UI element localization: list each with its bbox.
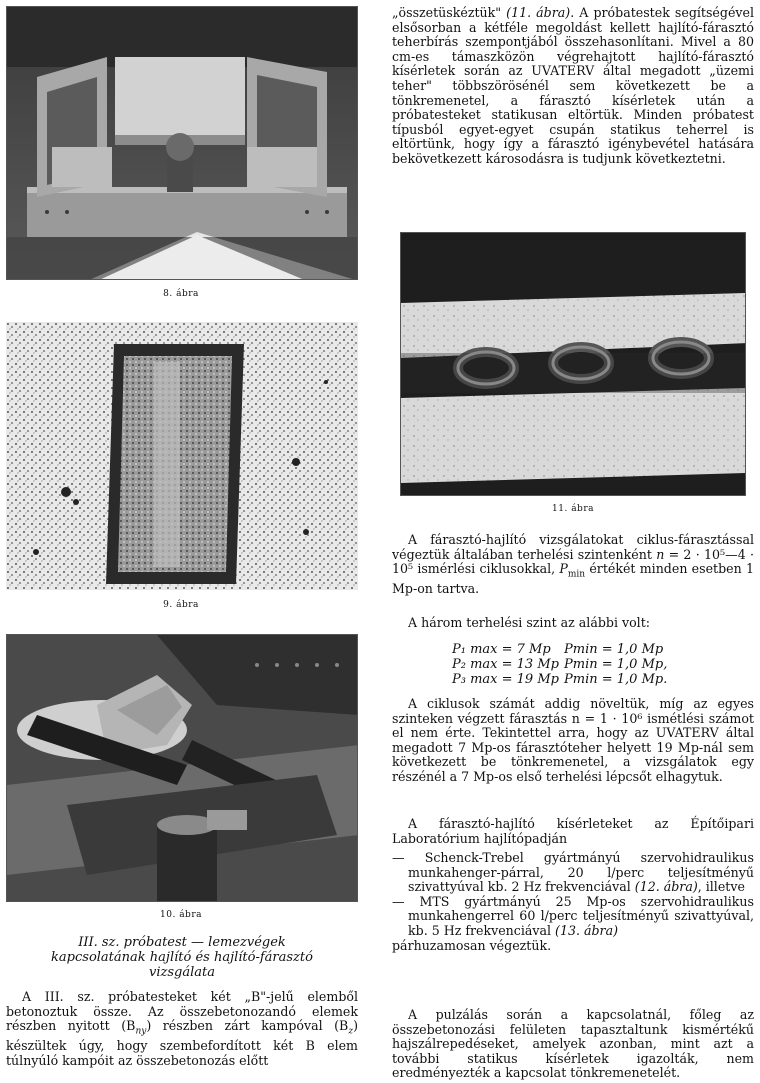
- equipment-item-1: [392, 851, 754, 895]
- figure-11-photo: [400, 232, 746, 496]
- section-heading-line1: III. sz. próbatest — lemezvégek: [78, 935, 286, 950]
- lab-paragraph: A fárasztó-hajlító kísérleteket az Építőipari Laboratórium hajlítópadján: [392, 816, 754, 846]
- list1-text: — Schenck-Trebel gyártmányú szervohidraulikus munkahenger-párral, 20 l/perc teljesítményű szivattyúval kb. 2 Hz frekvenciával: [392, 850, 754, 895]
- left-body-text-1: A III. sz. próbatesteket két „B"-jelű elemből betonoztuk össze. Az összebetonozandó elemek részben nyitott (B: [6, 989, 358, 1034]
- top-text-a: „összetüskéztük": [392, 5, 507, 20]
- figure-10-photo: [6, 634, 358, 902]
- left-body-paragraph: [6, 990, 358, 1068]
- figure-9-image: [6, 322, 358, 590]
- figure-10-image: [7, 635, 358, 902]
- top-figure-ref: (11. ábra): [506, 5, 571, 20]
- cycle-text-a: A fárasztó-hajlító vizsgálatokat ciklus-fárasztással végeztük általában terhelési szintenként: [392, 532, 754, 562]
- figure-11-caption: 11. ábra: [552, 504, 594, 514]
- level-3-pmin: Pmin = 1,0 Mp.: [564, 672, 668, 687]
- figure-10-caption: 10. ábra: [160, 910, 202, 920]
- levels-intro: A három terhelési szint az alábbi volt:: [408, 615, 651, 630]
- figure-8-photo: [6, 6, 358, 280]
- figure-9-caption: 9. ábra: [163, 600, 199, 610]
- levels-list: [452, 642, 667, 687]
- list1-figure-ref: (12. ábra): [634, 879, 698, 895]
- level-1-pmin: Pmin = 1,0 Mp: [564, 642, 664, 657]
- left-body-text-3: ) készültek úgy, hogy szembefordított két B elem túlnyúló kampóit az összebetonozás előtt: [6, 1018, 358, 1068]
- pulse-paragraph: A pulzálás során a kapcsolatnál, főleg az összebetonozási felületen tapasztaltunk kismértékű hajszálrepedéseket, amelyek azonban, mint azt a további statikus kísérletek igazolták, nem eredményezték a kapcsolat tönkremenetelét.: [392, 1007, 754, 1081]
- list1-end: , illetve: [697, 879, 745, 895]
- figure-9-photo: [6, 322, 358, 590]
- cycle-n: n: [656, 546, 665, 562]
- figure-8-image: [7, 7, 358, 280]
- left-body-sub-2: z: [348, 1026, 354, 1037]
- top-text-b: . A próbatestek segítségével elsősorban a kétféle megoldást kellett hajlító-fárasztó teherbírás szempontjából összehasonlítani. Mivel a 80 cm-es támaszközön végrehajtott hajlító-fárasztó kísérletek során az UVATERV által megadott „üzemi teher" többszörösénél sem következett be a tönkremenetel, a fárasztó kísérletek után a próbatesteket statikusan eltörtük. Minden próbatest típusból egyet-egyet csupán statikus teherrel is eltörtünk, hogy így a fárasztó igénybevétel hatására bekövetkezett károsodásra is tudjunk következtetni.: [392, 5, 754, 166]
- level-3-pmax: P₃ max = 19 Mp: [452, 672, 559, 687]
- left-body-sub-1: ny: [135, 1026, 147, 1037]
- cycle-text-c: értékét minden esetben 1 Mp-on tartva.: [392, 561, 754, 597]
- level-row-3: [452, 672, 667, 687]
- cycle-text-b: = 2 · 10⁵—4 · 10⁵ ismérlési ciklusokkal,: [392, 546, 754, 577]
- level-1-pmax: P₁ max = 7 Mp: [452, 642, 551, 657]
- cycle-psub: min: [567, 569, 586, 580]
- list2-text: — MTS gyártmányú 25 Mp-os szervohidraulikus munkahengerrel 60 l/perc teljesítményű szivattyúval, kb. 5 Hz frekvenciával: [392, 893, 754, 938]
- list2-figure-ref: (13. ábra): [555, 922, 618, 938]
- level-row-2: [452, 657, 667, 672]
- figure-8-caption: 8. ábra: [163, 289, 199, 299]
- section-heading-line2: kapcsolatának hajlító és hajlító-fárasztó: [51, 950, 313, 965]
- equipment-list: [392, 851, 754, 953]
- cycles-paragraph: A ciklusok számát addig növeltük, míg az egyes szinteken végzett fárasztás n = 1 · 10⁶ ismétlési számot el nem érte. Tekintettel arra, hogy az UVATERV által megadott 7 Mp-os fárasztóteher helyett 19 Mp-nál sem következett be tönkremenetel, a vizsgálatok egy részénél a 7 Mp-os első terhelési lépcsőt elhagytuk.: [392, 696, 754, 784]
- right-top-paragraph: [392, 6, 754, 167]
- section-heading: [6, 935, 358, 980]
- list-end: párhuzamosan végeztük.: [392, 937, 552, 953]
- equipment-item-2: [392, 895, 754, 939]
- level-2-pmin: Pmin = 1,0 Mp,: [564, 657, 668, 672]
- left-body-text-2: ) részben zárt kampóval (B: [146, 1018, 349, 1034]
- cycle-p: P: [559, 561, 568, 577]
- figure-11-image: [401, 233, 746, 496]
- section-heading-line3: vizsgálata: [149, 965, 215, 980]
- cycle-paragraph: [392, 533, 754, 597]
- level-2-pmax: P₂ max = 13 Mp: [452, 657, 559, 672]
- level-row-1: [452, 642, 667, 657]
